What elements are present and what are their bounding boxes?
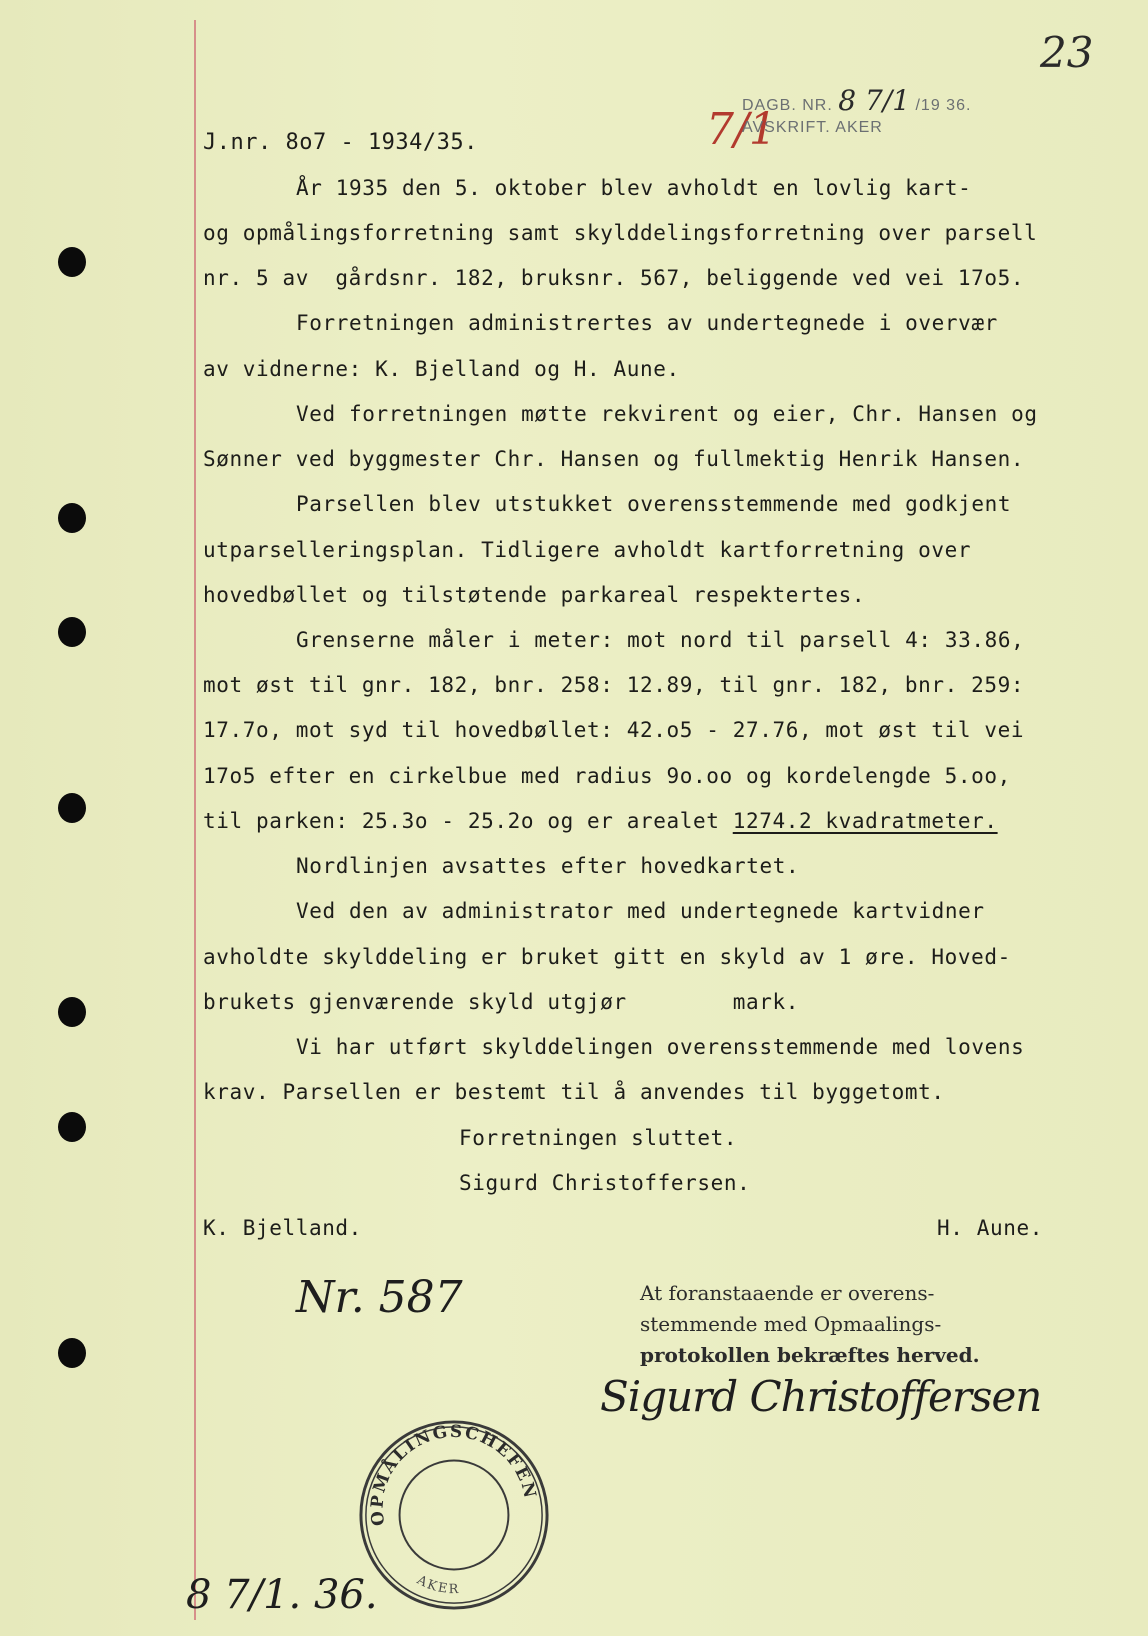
body-line: Parsellen blev utstukket overensstemmende med godkjent	[296, 492, 1012, 516]
body-line: År 1935 den 5. oktober blev avholdt en lovlig kart-	[296, 176, 972, 200]
certification-line: stemmende med Opmaalings-	[640, 1312, 942, 1336]
red-date-mark: 7/1	[706, 104, 777, 155]
punch-hole	[58, 247, 86, 277]
closing-statement: Forretningen sluttet.	[459, 1126, 738, 1150]
punch-hole	[58, 793, 86, 823]
body-line: brukets gjenværende skyld utgjør mark.	[203, 990, 799, 1014]
margin-rule	[194, 20, 196, 1620]
body-line: 17.7o, mot syd til hovedbøllet: 42.o5 - 27.76, mot øst til vei	[203, 718, 1025, 742]
stamp-date: 8 7/1	[838, 84, 911, 117]
body-line: Ved forretningen møtte rekvirent og eier, Chr. Hansen og	[296, 402, 1038, 426]
journal-number: J.nr. 8o7 - 1934/35.	[203, 130, 478, 155]
signer-name: Sigurd Christoffersen.	[459, 1171, 751, 1195]
certification-stamp	[640, 1278, 1060, 1371]
body-line: mot øst til gnr. 182, bnr. 258: 12.89, til gnr. 182, bnr. 259:	[203, 673, 1025, 697]
stamp-prefix: DAGB. NR.	[742, 97, 833, 114]
body-line: Sønner ved byggmester Chr. Hansen og fullmektig Henrik Hansen.	[203, 447, 1025, 471]
body-line: avholdte skylddeling er bruket gitt en skyld av 1 øre. Hoved-	[203, 945, 1011, 969]
body-line: krav. Parsellen er bestemt til å anvendes til byggetomt.	[203, 1080, 945, 1104]
stamp-year: /19 36.	[915, 97, 972, 114]
seal-bottom-text: AKER	[414, 1572, 461, 1598]
body-line: 17o5 efter en cirkelbue med radius 9o.oo og kordelengde 5.oo,	[203, 764, 1011, 788]
body-line: Vi har utført skylddelingen overensstemmende med lovens	[296, 1035, 1025, 1059]
stamp-avskrift: AVSKRIFT. AKER	[742, 119, 883, 136]
body-line: Forretningen administrertes av undertegnede i overvær	[296, 311, 998, 335]
official-seal	[355, 1416, 553, 1614]
body-line: hovedbøllet og tilstøtende parkareal respektertes.	[203, 583, 866, 607]
certification-line: protokollen bekræftes herved.	[640, 1343, 980, 1367]
body-line: av vidnerne: K. Bjelland og H. Aune.	[203, 357, 680, 381]
punch-hole	[58, 617, 86, 647]
body-line: Nordlinjen avsattes efter hovedkartet.	[296, 854, 800, 878]
register-number: Nr. 587	[296, 1272, 463, 1323]
punch-hole	[58, 1338, 86, 1368]
registry-stamp	[742, 84, 1142, 141]
date-note: 8 7/1. 36.	[186, 1572, 378, 1618]
certification-line: At foranstaaende er overens-	[640, 1281, 935, 1305]
area-value: 1274.2 kvadratmeter.	[732, 809, 998, 833]
punch-hole	[58, 997, 86, 1027]
punch-hole	[58, 503, 86, 533]
body-line: Ved den av administrator med undertegnede kartvidner	[296, 899, 985, 923]
body-line: Grenserne måler i meter: mot nord til parsell 4: 33.86,	[296, 628, 1025, 652]
handwritten-signature: Sigurd Christoffersen	[600, 1372, 1042, 1421]
page-number: 23	[1040, 28, 1094, 77]
body-line	[203, 809, 998, 833]
punch-hole	[58, 1112, 86, 1142]
body-line: og opmålingsforretning samt skylddelingsforretning over parsell	[203, 221, 1038, 245]
body-line: utparselleringsplan. Tidligere avholdt kartforretning over	[203, 538, 972, 562]
area-line-text: til parken: 25.3o - 25.2o og er arealet	[203, 809, 733, 833]
seal-text: OPMÅLINGSCHEFEN	[366, 1420, 541, 1528]
witness-left: K. Bjelland.	[203, 1216, 362, 1240]
body-line: nr. 5 av gårdsnr. 182, bruksnr. 567, beliggende ved vei 17o5.	[203, 266, 1025, 290]
seal-inner-ring	[400, 1461, 509, 1570]
witness-right: H. Aune.	[937, 1216, 1043, 1240]
